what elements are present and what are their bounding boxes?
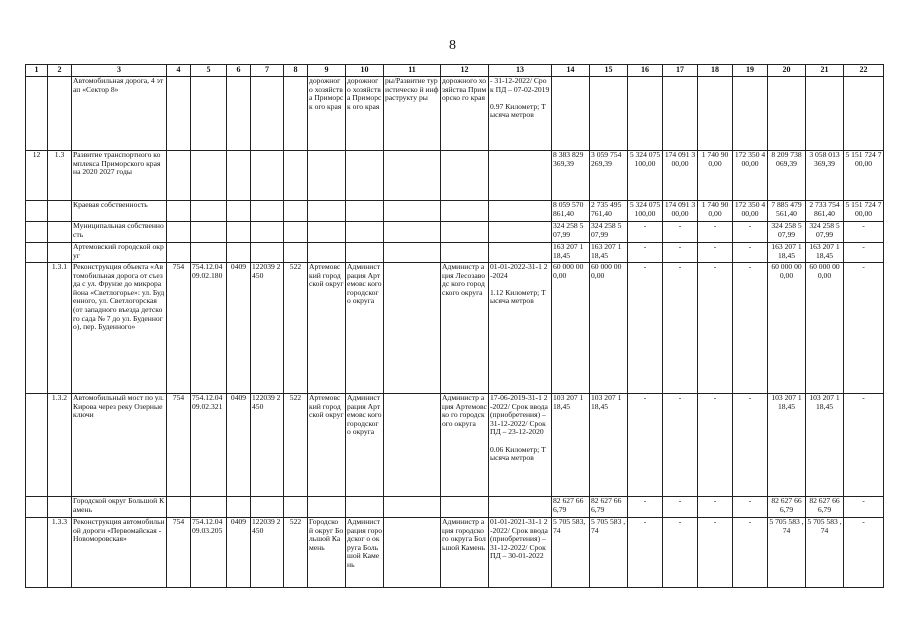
column-header: 10 xyxy=(346,65,384,77)
table-cell: 122039 2450 xyxy=(251,518,284,588)
table-cell: - xyxy=(663,518,698,588)
table-cell: - xyxy=(663,394,698,497)
table-cell xyxy=(227,151,251,201)
table-cell: 60 000 00 0,00 xyxy=(768,263,806,394)
table-cell xyxy=(384,151,441,201)
table-cell: - xyxy=(844,263,884,394)
table-cell xyxy=(628,77,663,151)
table-cell xyxy=(167,222,191,243)
table-cell: 103 207 1 18,45 xyxy=(590,394,628,497)
table-cell: - 31-12-2022/ Срок ПД – 07-02-2019 0.97 Километр; Тысяча метров xyxy=(489,77,552,151)
table-cell xyxy=(191,201,227,222)
table-cell xyxy=(441,222,489,243)
table-cell: - xyxy=(663,243,698,263)
table-cell: 82 627 66 6,79 xyxy=(552,497,590,518)
table-cell xyxy=(308,151,346,201)
column-header: 16 xyxy=(628,65,663,77)
table-cell: - xyxy=(844,222,884,243)
table-cell xyxy=(26,518,48,588)
table-cell xyxy=(48,243,72,263)
header-row xyxy=(26,65,884,77)
table-cell: 8 383 829 369,39 xyxy=(552,151,590,201)
column-header: 13 xyxy=(489,65,552,77)
table-cell xyxy=(806,77,844,151)
table-cell: - xyxy=(844,518,884,588)
table-row xyxy=(26,497,884,518)
table-cell xyxy=(251,497,284,518)
table-cell: 0409 xyxy=(227,518,251,588)
table-cell: Администр ация Лесозаводс кого городского округа xyxy=(441,263,489,394)
table-cell xyxy=(384,518,441,588)
table-cell xyxy=(844,77,884,151)
table-cell: 754.12.04 09.02.321 xyxy=(191,394,227,497)
column-header: 22 xyxy=(844,65,884,77)
table-cell xyxy=(346,222,384,243)
table-row xyxy=(26,151,884,201)
table-cell: Админист рация городског о округа Большой Камень xyxy=(346,518,384,588)
table-cell: 103 207 1 18,45 xyxy=(768,394,806,497)
table-cell: 1.3 xyxy=(48,151,72,201)
table-cell: 17-06-2019-31-1 2-2022/ Срок ввода (приобретения) – 31-12-2022/ Срок ПД – 23-12-2020 0.06 Километр; Тысяча метров xyxy=(489,394,552,497)
table-cell xyxy=(167,151,191,201)
table-cell xyxy=(26,201,48,222)
table-cell xyxy=(26,222,48,243)
table-cell: - xyxy=(733,497,768,518)
table-cell: - xyxy=(628,497,663,518)
table-cell: 5 151 724 700,00 xyxy=(844,201,884,222)
table-cell: - xyxy=(733,518,768,588)
table-cell xyxy=(284,77,308,151)
column-header: 7 xyxy=(251,65,284,77)
table-cell: 754 xyxy=(167,518,191,588)
table-cell xyxy=(167,243,191,263)
table-cell: - xyxy=(733,263,768,394)
table-cell: 163 207 1 18,45 xyxy=(590,243,628,263)
table-cell xyxy=(384,263,441,394)
table-cell: - xyxy=(663,222,698,243)
table-cell: 324 258 5 07,99 xyxy=(768,222,806,243)
table-cell xyxy=(384,497,441,518)
table-cell xyxy=(26,243,48,263)
table-cell xyxy=(191,77,227,151)
table-cell xyxy=(167,497,191,518)
table-cell xyxy=(284,243,308,263)
table-cell xyxy=(191,497,227,518)
table-cell: 3 059 754 269,39 xyxy=(590,151,628,201)
table-cell: 5 705 583 ,74 xyxy=(806,518,844,588)
table-cell: 754 xyxy=(167,394,191,497)
table-cell: 163 207 1 18,45 xyxy=(768,243,806,263)
table-cell: 2 735 495 761,40 xyxy=(590,201,628,222)
table-cell: 60 000 00 0,00 xyxy=(590,263,628,394)
table-cell: 324 258 5 07,99 xyxy=(590,222,628,243)
table-cell: 122039 2450 xyxy=(251,394,284,497)
table-cell xyxy=(227,77,251,151)
table-cell xyxy=(48,497,72,518)
table-cell: 2 733 754 861,40 xyxy=(806,201,844,222)
table-cell xyxy=(26,497,48,518)
table-cell xyxy=(441,201,489,222)
table-cell xyxy=(251,201,284,222)
table-cell: Автомобильная дорога, 4 этап «Сектор 8» xyxy=(72,77,167,151)
table-cell xyxy=(284,201,308,222)
table-cell: 324 258 5 07,99 xyxy=(806,222,844,243)
table-cell: Автомобильный мост по ул. Кирова через реку Озерные ключи xyxy=(72,394,167,497)
table-row xyxy=(26,243,884,263)
table-cell: Администр ация Артемовско го городского округа xyxy=(441,394,489,497)
table-cell xyxy=(251,77,284,151)
table-cell: 8 059 570 861,40 xyxy=(552,201,590,222)
table-cell: 60 000 00 0,00 xyxy=(552,263,590,394)
table-cell: - xyxy=(698,222,733,243)
table-cell: Реконструкция автомобильной дороги «Первомайская - Новоморовская» xyxy=(72,518,167,588)
table-cell xyxy=(284,222,308,243)
table-cell xyxy=(384,243,441,263)
table-cell: дорожног о хозяйства Приморск ого края xyxy=(308,77,346,151)
table-cell: 12 xyxy=(26,151,48,201)
table-cell xyxy=(590,77,628,151)
table-cell xyxy=(251,222,284,243)
table-cell: 7 885 479 561,40 xyxy=(768,201,806,222)
table-cell xyxy=(48,201,72,222)
table-cell xyxy=(167,77,191,151)
table-cell: 324 258 5 07,99 xyxy=(552,222,590,243)
table-cell xyxy=(441,497,489,518)
table-cell xyxy=(284,151,308,201)
table-cell xyxy=(552,77,590,151)
column-header: 21 xyxy=(806,65,844,77)
table-cell xyxy=(251,243,284,263)
table-cell: - xyxy=(698,497,733,518)
table-cell: Артемовс кий городской округ xyxy=(308,263,346,394)
table-cell xyxy=(384,201,441,222)
table-cell: 522 xyxy=(284,394,308,497)
table-cell xyxy=(489,497,552,518)
table-cell: - xyxy=(698,394,733,497)
table-row xyxy=(26,263,884,394)
table-cell: 103 207 1 18,45 xyxy=(552,394,590,497)
table-cell xyxy=(733,77,768,151)
table-cell: 5 324 075 100,00 xyxy=(628,201,663,222)
table-cell: - xyxy=(698,243,733,263)
table-cell: Городско й округ Большой Камень xyxy=(308,518,346,588)
table-cell: - xyxy=(628,263,663,394)
table-cell xyxy=(384,394,441,497)
table-cell: 172 350 4 00,00 xyxy=(733,201,768,222)
table-cell xyxy=(26,394,48,497)
column-header: 5 xyxy=(191,65,227,77)
table-cell xyxy=(284,497,308,518)
table-cell xyxy=(698,77,733,151)
table-cell: 754 xyxy=(167,263,191,394)
table-cell xyxy=(768,77,806,151)
table-row xyxy=(26,518,884,588)
column-header: 6 xyxy=(227,65,251,77)
column-header: 11 xyxy=(384,65,441,77)
table-cell: 5 705 583 ,74 xyxy=(590,518,628,588)
table-cell xyxy=(346,497,384,518)
table-cell: - xyxy=(698,518,733,588)
table-cell xyxy=(346,201,384,222)
table-cell: Админист рация Артемовс кого городског о округа xyxy=(346,394,384,497)
table-cell: Администр ация городского округа Большой Камень xyxy=(441,518,489,588)
table-cell: Муниципальная собственность xyxy=(72,222,167,243)
table-cell: - xyxy=(628,243,663,263)
table-cell xyxy=(441,151,489,201)
table-cell: 1 740 90 0,00 xyxy=(698,201,733,222)
table-cell: 0409 xyxy=(227,263,251,394)
column-header: 17 xyxy=(663,65,698,77)
table-cell xyxy=(489,222,552,243)
table-cell xyxy=(191,222,227,243)
table-cell: - xyxy=(733,222,768,243)
table-cell: 1.3.3 xyxy=(48,518,72,588)
table-cell: - xyxy=(698,263,733,394)
table-cell: Городской округ Большой Камень xyxy=(72,497,167,518)
table-row xyxy=(26,201,884,222)
table-cell: 5 705 583 ,74 xyxy=(768,518,806,588)
table-cell: 172 350 4 00,00 xyxy=(733,151,768,201)
table-cell xyxy=(227,497,251,518)
table-cell: 5 324 075 100,00 xyxy=(628,151,663,201)
table-cell: 174 091 300,00 xyxy=(663,151,698,201)
table-row xyxy=(26,77,884,151)
table-cell xyxy=(48,222,72,243)
table-cell: 522 xyxy=(284,263,308,394)
page-number: 8 xyxy=(449,38,456,53)
table-cell: ры/Развитие туристическо й инфраструкту ры xyxy=(384,77,441,151)
column-header: 20 xyxy=(768,65,806,77)
table-cell: 5 151 724 700,00 xyxy=(844,151,884,201)
column-header: 9 xyxy=(308,65,346,77)
table-cell: 1.3.1 xyxy=(48,263,72,394)
column-header: 3 xyxy=(72,65,167,77)
table-cell: Краевая собственность xyxy=(72,201,167,222)
table-cell: Развитие транспортного комплекса Приморского края на 2020 2027 годы xyxy=(72,151,167,201)
table-cell: дорожног о хозяйства Приморск ого края xyxy=(346,77,384,151)
table-cell xyxy=(308,497,346,518)
column-header: 2 xyxy=(48,65,72,77)
column-header: 19 xyxy=(733,65,768,77)
table-cell xyxy=(308,222,346,243)
table-cell xyxy=(489,151,552,201)
table-cell xyxy=(48,77,72,151)
table-cell xyxy=(227,201,251,222)
table-cell: - xyxy=(628,394,663,497)
table-cell: 82 627 66 6,79 xyxy=(590,497,628,518)
table-cell xyxy=(346,243,384,263)
table-cell: - xyxy=(663,497,698,518)
column-header: 14 xyxy=(552,65,590,77)
table-cell xyxy=(346,151,384,201)
table-cell: - xyxy=(628,222,663,243)
table-cell xyxy=(26,263,48,394)
table-cell: - xyxy=(663,263,698,394)
table-cell: 122039 2450 xyxy=(251,263,284,394)
table-cell xyxy=(167,201,191,222)
table-cell: - xyxy=(844,394,884,497)
table-cell: 103 207 1 18,45 xyxy=(806,394,844,497)
column-header: 15 xyxy=(590,65,628,77)
table-cell xyxy=(384,222,441,243)
table-row xyxy=(26,222,884,243)
column-header: 18 xyxy=(698,65,733,77)
column-header: 12 xyxy=(441,65,489,77)
table-cell xyxy=(26,77,48,151)
table-cell: 5 705 583, 74 xyxy=(552,518,590,588)
table-cell xyxy=(227,222,251,243)
table-cell: 163 207 1 18,45 xyxy=(806,243,844,263)
budget-table xyxy=(25,64,884,588)
table-cell xyxy=(308,201,346,222)
table-cell: - xyxy=(844,243,884,263)
table-cell: 754.12.04 09.03.205 xyxy=(191,518,227,588)
table-cell: 01-01-2022-31-1 2-2024 1.12 Километр; Тысяча метров xyxy=(489,263,552,394)
table-cell: 522 xyxy=(284,518,308,588)
table-cell: 754.12.04 09.02.180 xyxy=(191,263,227,394)
table-cell: - xyxy=(628,518,663,588)
column-header: 8 xyxy=(284,65,308,77)
table-cell: Артемовский городской округ xyxy=(72,243,167,263)
table-cell: 8 209 738 069,39 xyxy=(768,151,806,201)
column-header: 4 xyxy=(167,65,191,77)
column-header: 1 xyxy=(26,65,48,77)
table-cell: 1.3.2 xyxy=(48,394,72,497)
table-cell: 82 627 66 6,79 xyxy=(768,497,806,518)
table-cell: - xyxy=(844,497,884,518)
table-cell: 01-01-2021-31-1 2-2022/ Срок ввода (приобретения) – 31-12-2022/ Срок ПД – 30-01-2022 xyxy=(489,518,552,588)
table-cell: Артемовс кий городской округ xyxy=(308,394,346,497)
table-cell: Админист рация Артемовс кого городског о округа xyxy=(346,263,384,394)
table-cell xyxy=(489,243,552,263)
table-cell: 163 207 1 18,45 xyxy=(552,243,590,263)
table-cell: - xyxy=(733,394,768,497)
table-cell xyxy=(441,243,489,263)
table-cell xyxy=(227,243,251,263)
table-cell: дорожного хозяйства Приморско го края xyxy=(441,77,489,151)
table-cell xyxy=(191,151,227,201)
table-cell: Реконструкция объекта «Автомобильная дорога от съезда с ул. Фрунзе до микрорайона «Светлогорье»: ул. Буденного, ул. Светлогорская (от западного въезда детского сада № 7 до ул. Буденного), пер. Буденного» xyxy=(72,263,167,394)
table-cell xyxy=(663,77,698,151)
table-cell: 1 740 90 0,00 xyxy=(698,151,733,201)
table-cell: 174 091 300,00 xyxy=(663,201,698,222)
table-cell xyxy=(191,243,227,263)
table-cell: 0409 xyxy=(227,394,251,497)
table-cell: 60 000 00 0,00 xyxy=(806,263,844,394)
table-cell: 82 627 66 6,79 xyxy=(806,497,844,518)
table-cell xyxy=(251,151,284,201)
table-cell: - xyxy=(733,243,768,263)
table-row xyxy=(26,394,884,497)
table-cell xyxy=(489,201,552,222)
table-cell xyxy=(308,243,346,263)
table-cell: 3 058 013 369,39 xyxy=(806,151,844,201)
